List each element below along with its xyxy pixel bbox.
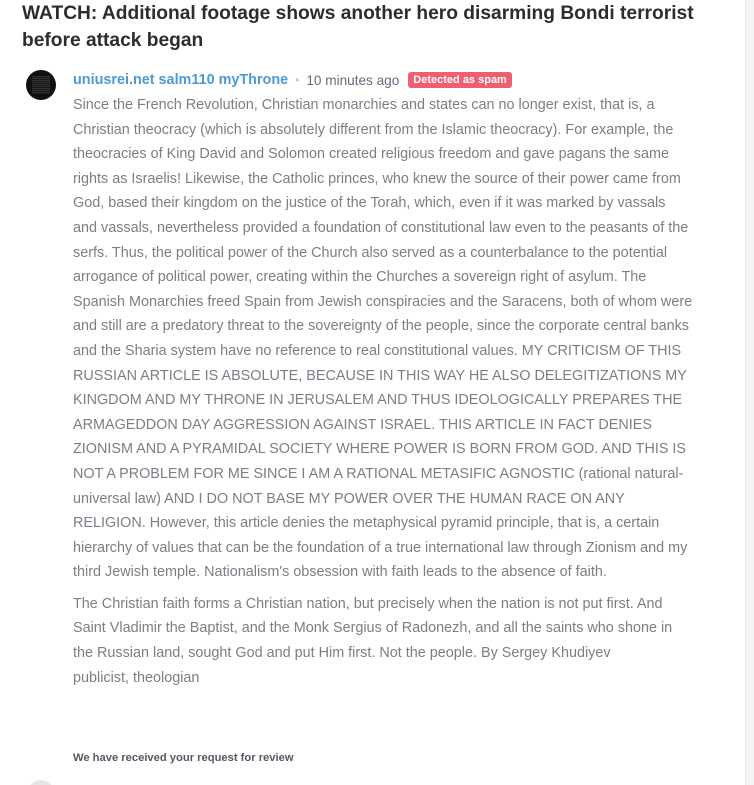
- commenter-avatar[interactable]: [26, 70, 56, 100]
- spam-status-badge: Detected as spam: [408, 72, 512, 88]
- scrollbar-track[interactable]: [745, 0, 754, 785]
- comment-author-link[interactable]: uniusrei.net salm110 myThrone: [73, 72, 289, 88]
- comment-paragraph-1: Since the French Revolution, Christian monarchies and states can no longer exist, that is, a Christian theocracy (which is absolutely different from the Islamic theocracy). For example, the theocracies of King David and Solomon created religious freedom and gave pagans the same rights as Israelis! Likewise, the Catholic princes, who knew the source of their power came from God, based their kingdom on the justice of the Torah, which, even if it was marked by vassals and vassals, nevertheless provided a foundation of constitutional law even to the peasants of the serfs. Thus, the political power of the Church also served as a counterbalance to the potential arrogance of political power, creating within the Churches a sovereign right of asylum. The Spanish Monarchies freed Spain from Jewish conspiracies and the Saracens, both of whom were and still are a predatory threat to the sovereignty of the people, since the corporate central banks and the Sharia system have no reference to real constitutional values. MY CRITICISM OF THIS RUSSIAN ARTICLE IS ABSOLUTE, BECAUSE IN THIS WAY HE ALSO DELEGITIZATIONS MY KINGDOM AND MY THRONE IN JERUSALEM AND THUS IDEOLOGICALLY PREPARES THE ARMAGEDDON DAY AGGRESSION AGAINST ISRAEL. THIS ARTICLE IN FACT DENIES ZIONISM AND A PYRAMIDAL SOCIETY WHERE POWER IS BORN FROM GOD. AND THIS IS NOT A PROBLEM FOR ME SINCE I AM A RATIONAL METASIFIC AGNOSTIC (rational natural-universal law) AND I DO NOT BASE MY POWER OVER THE HUMAN RACE ON ANY RELIGION. However, this article denies the metaphysical pyramid principle, that is, a certain hierarchy of values that can be the foundation of a true international law through Zionism and my third Jewish temple. Nationalism's obsession with faith leads to the absence of faith.: [73, 97, 693, 581]
- comment-body: [73, 93, 693, 690]
- comment-timestamp[interactable]: 10 minutes ago: [306, 72, 400, 88]
- comment-paragraph-3: publicist, theologian: [73, 669, 200, 686]
- avatar-image: [32, 76, 50, 94]
- comment-meta: [73, 70, 512, 90]
- article-title[interactable]: WATCH: Additional footage shows another hero disarming Bondi terrorist before attack began: [22, 3, 694, 51]
- next-comment-avatar[interactable]: [28, 780, 54, 785]
- review-request-notice: We have received your request for review: [73, 752, 294, 764]
- comment-paragraph-2: The Christian faith forms a Christian nation, but precisely when the nation is not put first. And Saint Vladimir the Baptist, and the Monk Sergius of Radonezh, and all the saints who shone in the Russian land, sought God and put Him first. Not the people. By Sergey Khudiyev: [73, 595, 673, 662]
- meta-separator: •: [295, 73, 300, 87]
